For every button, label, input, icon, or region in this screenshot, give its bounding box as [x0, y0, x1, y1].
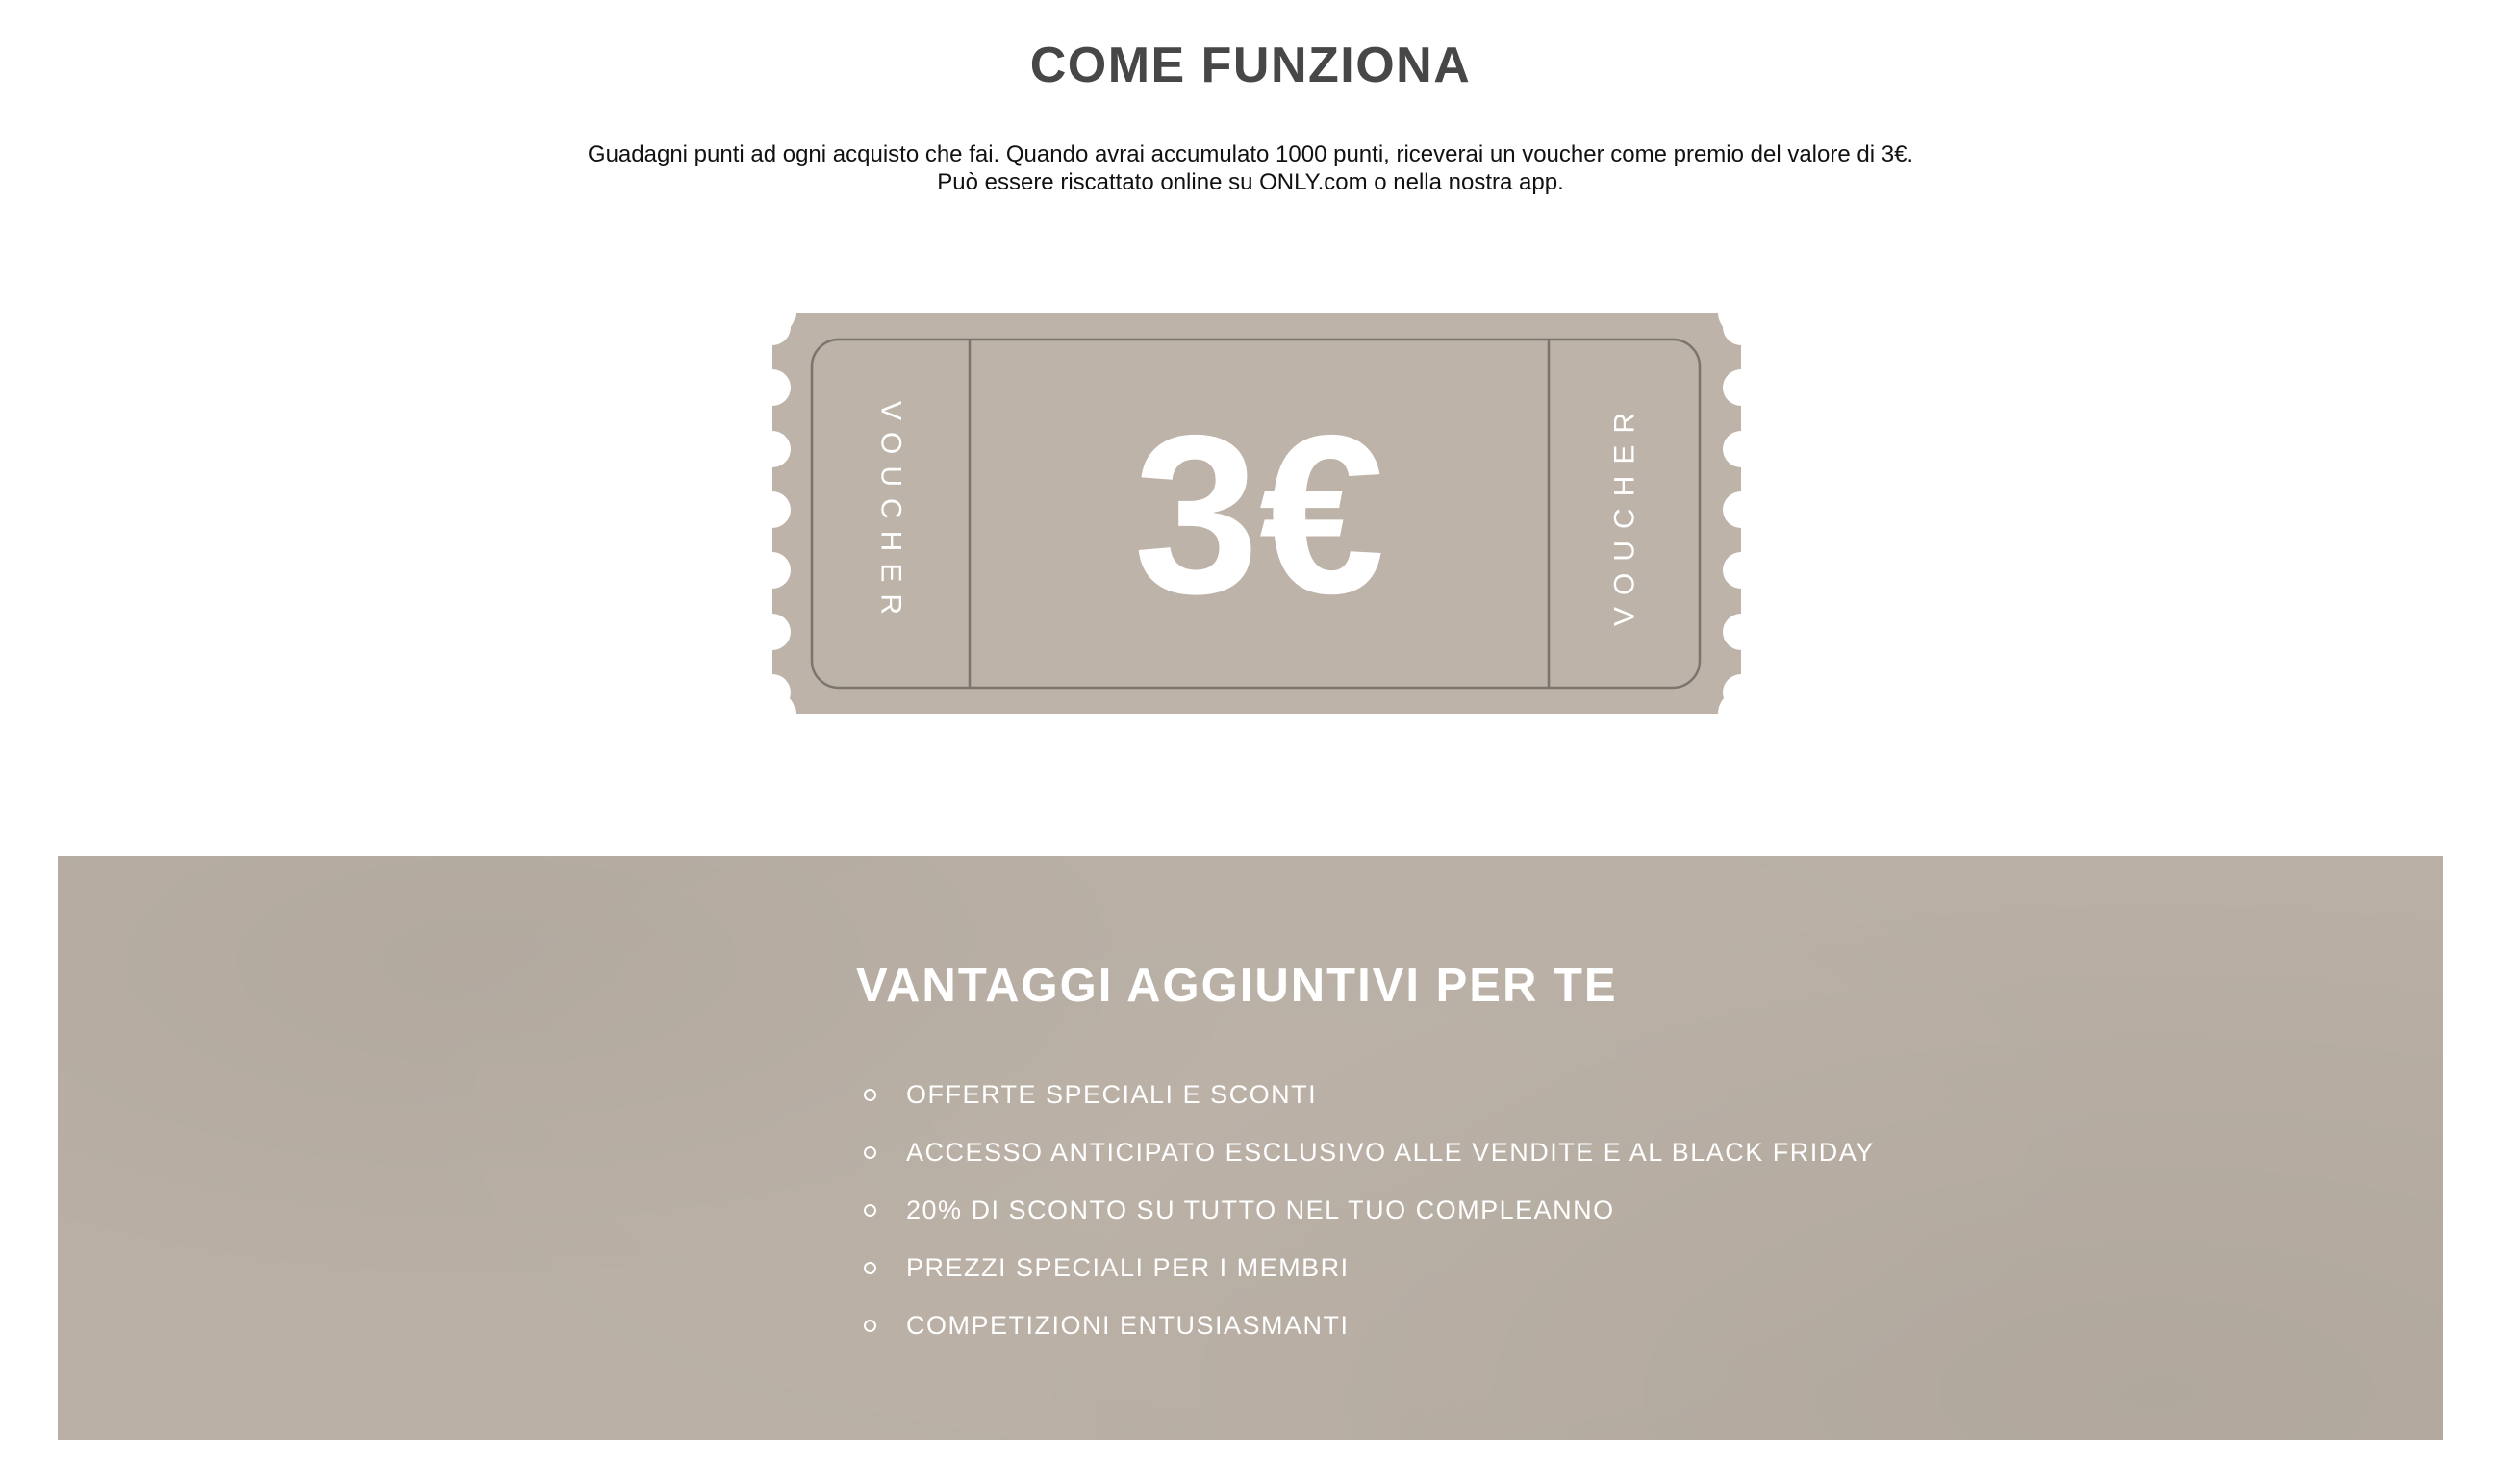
benefit-label: PREZZI SPECIALI PER I MEMBRI	[906, 1252, 1350, 1282]
benefits-heading: VANTAGGI AGGIUNTIVI PER TE	[856, 960, 1618, 1012]
benefit-label: OFFERTE SPECIALI E SCONTI	[906, 1079, 1318, 1109]
benefit-list	[864, 1066, 1875, 1354]
benefit-item	[864, 1239, 1875, 1296]
intro-line-1: Guadagni punti ad ogni acquisto che fai. Quando avrai accumulato 1000 punti, riceverai un voucher come premio del valore di 3€.	[587, 141, 1914, 167]
benefit-label: COMPETIZIONI ENTUSIASMANTI	[906, 1310, 1350, 1340]
voucher-value: 3€	[1133, 388, 1385, 641]
voucher-ticket-graphic	[772, 313, 1741, 714]
intro-line-2: Può essere riscattato online su ONLY.com o nella nostra app.	[937, 169, 1564, 195]
benefits-section	[58, 856, 2443, 1440]
benefit-item	[864, 1181, 1875, 1239]
benefit-item	[864, 1123, 1875, 1181]
benefit-item	[864, 1066, 1875, 1123]
page-title: COME FUNZIONA	[1029, 38, 1472, 93]
voucher-stub-label-left: VOUCHER	[874, 400, 907, 627]
benefit-label: ACCESSO ANTICIPATO ESCLUSIVO ALLE VENDITE E AL BLACK FRIDAY	[906, 1137, 1875, 1167]
bullet-circle-icon	[864, 1204, 876, 1217]
bullet-circle-icon	[864, 1262, 876, 1274]
bullet-circle-icon	[864, 1146, 876, 1159]
benefit-item	[864, 1296, 1875, 1354]
intro-text	[0, 140, 2501, 196]
voucher-stub-label-right: VOUCHER	[1608, 400, 1641, 627]
bullet-circle-icon	[864, 1089, 876, 1101]
bullet-circle-icon	[864, 1320, 876, 1332]
benefit-label: 20% DI SCONTO SU TUTTO NEL TUO COMPLEANNO	[906, 1195, 1615, 1224]
voucher-ticket	[772, 313, 1741, 714]
